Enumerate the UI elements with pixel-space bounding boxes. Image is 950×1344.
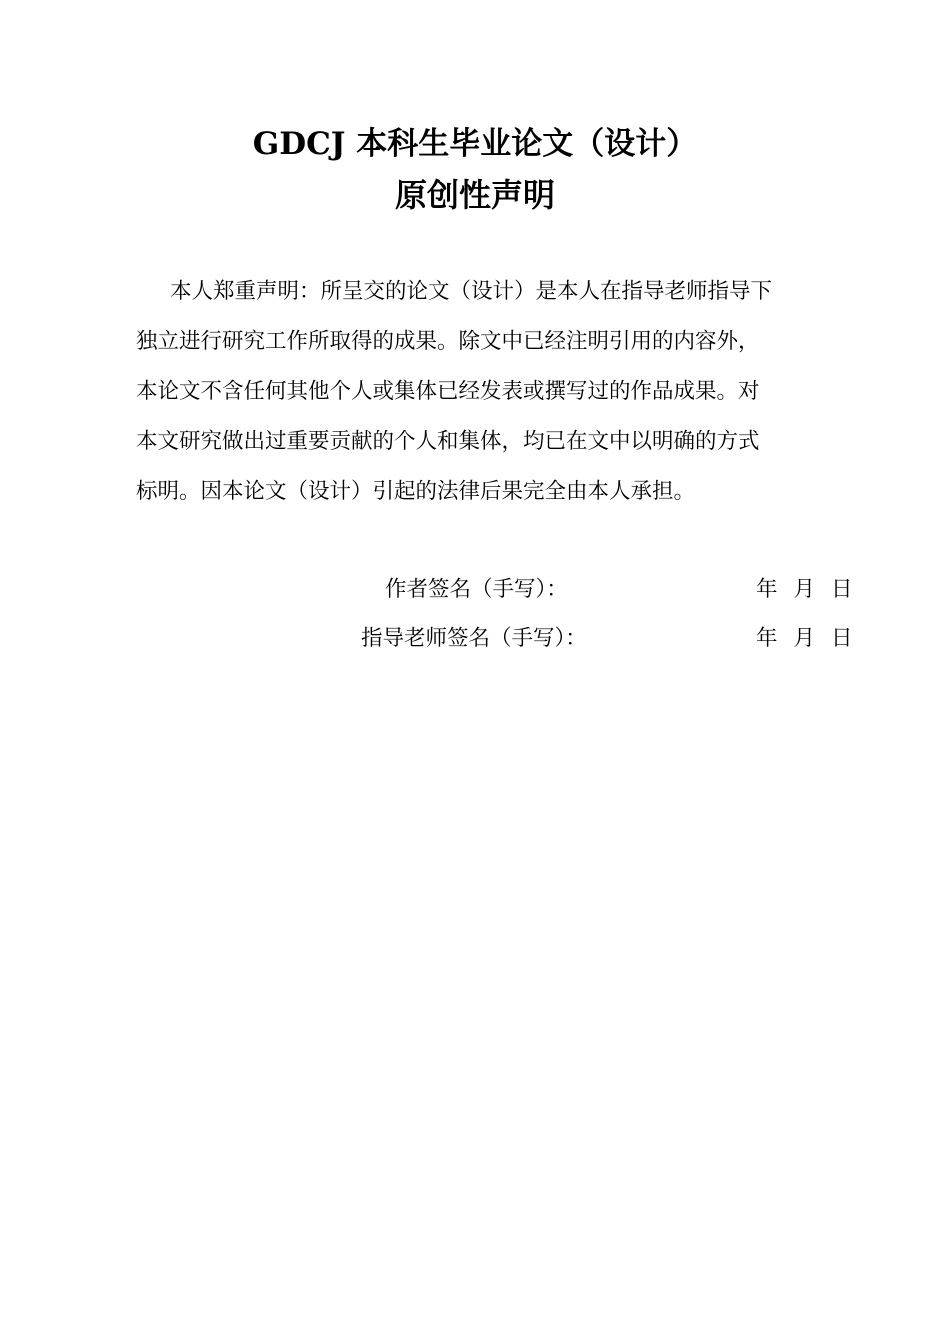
advisor-signature-label: 指导老师签名（手写）： [361,626,587,651]
date-year-label: 年 [756,626,778,651]
date-year-label: 年 [756,577,778,602]
date-month-label: 月 [793,626,816,651]
declaration-line: 本论文不含任何其他个人或集体已经发表或撰写过的作品成果。对 [136,379,760,404]
author-signature-label: 作者签名（手写）： [385,577,568,602]
declaration-line: 标明。因本论文（设计）引起的法律后果完全由本人承担。 [136,479,696,504]
author-signature-date [756,575,853,605]
declaration-line: 本人郑重声明：所呈交的论文（设计）是本人在指导老师指导下 [170,279,773,304]
date-month-label: 月 [793,577,816,602]
date-day-label: 日 [831,577,853,602]
declaration-paragraph [136,273,848,523]
declaration-line: 独立进行研究工作所取得的成果。除文中已经注明引用的内容外， [136,329,760,354]
date-day-label: 日 [831,626,853,651]
advisor-signature-date [756,624,853,654]
document-title: GDCJ 本科生毕业论文（设计） [252,126,698,162]
document-subtitle: 原创性声明 [394,176,555,214]
declaration-line: 本文研究做出过重要贡献的个人和集体，均已在文中以明确的方式 [136,429,760,454]
